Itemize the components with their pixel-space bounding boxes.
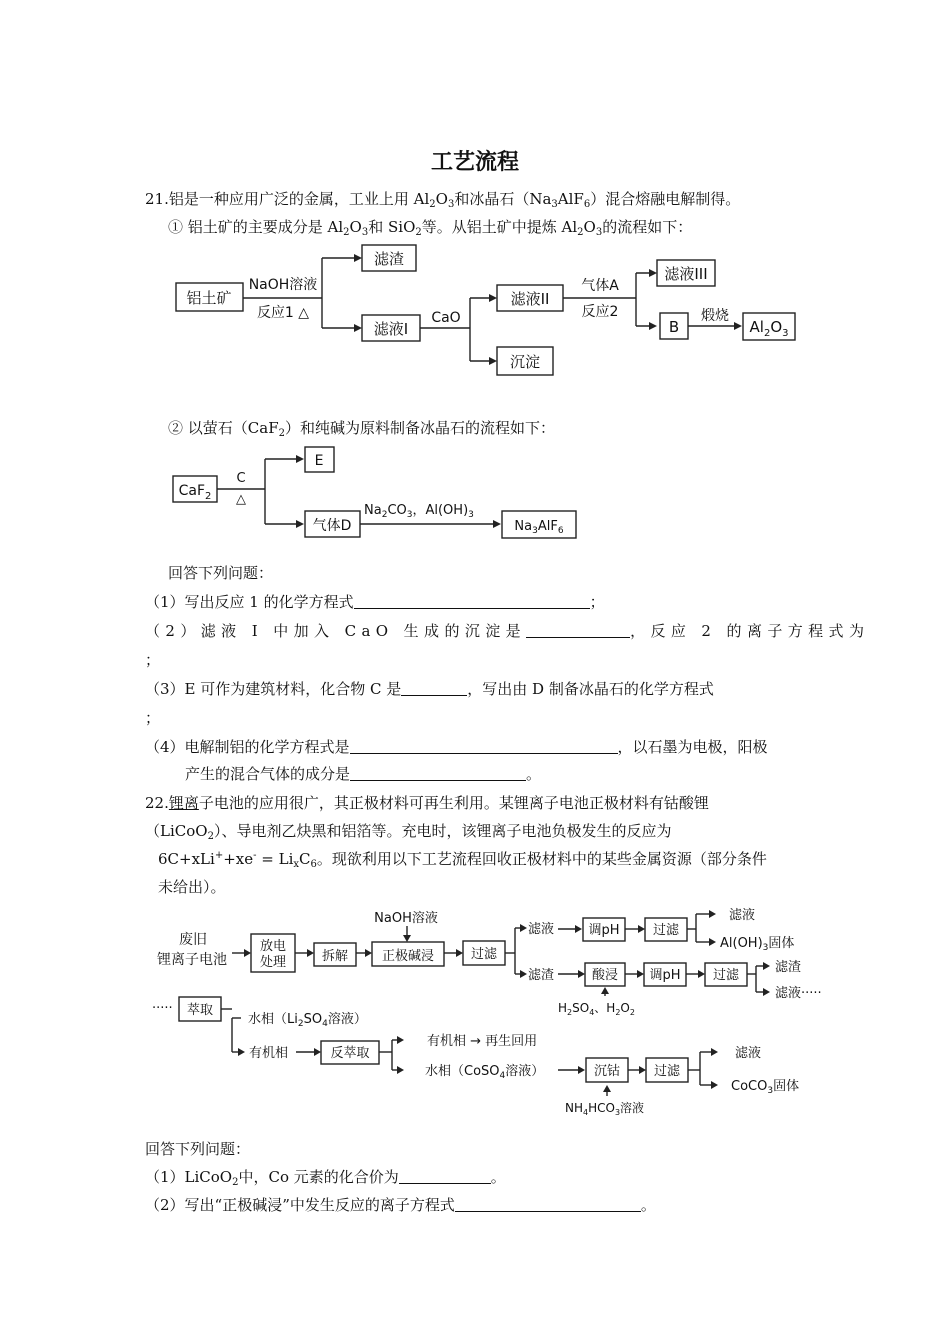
label-ore: 铝土矿 — [186, 289, 232, 307]
q21-sub3: （3）E 可作为建筑材料，化合物 C 是 ，写出由 D 制备冰晶石的化学方程式 — [145, 680, 714, 698]
label-naoh-solution: NaOH溶液 — [374, 911, 438, 926]
q22-ask: 回答下列问题： — [145, 1140, 251, 1158]
label-residue: 滤渣 — [373, 250, 405, 268]
label-precip: 沉淀 — [509, 353, 541, 371]
svg-text:滤液: 滤液 — [729, 908, 756, 923]
label-continue-in: ····· — [152, 1001, 173, 1016]
q21-sub2: （2）滤液 Ⅰ 中加入 CaO 生成的沉淀是 ，反应 2 的离子方程式为 — [145, 622, 870, 640]
label-waste1: 废旧 — [179, 932, 207, 948]
flow-diagram-battery — [0, 900, 950, 1125]
answer-blank[interactable] — [455, 1196, 641, 1212]
label-naoh: NaOH溶液 — [248, 277, 318, 293]
svg-text:沉钴: 沉钴 — [593, 1064, 621, 1079]
svg-text:正极碱浸: 正极碱浸 — [381, 949, 435, 964]
label-react2: 反应2 — [581, 304, 619, 320]
svg-text:过滤: 过滤 — [712, 968, 740, 983]
q21-sub4: （4）电解制铝的化学方程式是 ，以石墨为电极，阳极 — [145, 738, 768, 756]
label-li2so4: 水相（$Li_2SO_4$溶液） — [248, 1012, 367, 1029]
label-calcine: 煅烧 — [701, 308, 729, 324]
label-waste2: 锂离子电池 — [157, 952, 227, 968]
label-E: E — [314, 453, 324, 469]
label-reagents: $Na_2CO_3$，$Al(OH)_3$ — [364, 503, 474, 520]
svg-text:过滤: 过滤 — [652, 923, 680, 938]
q21-ask: 回答下列问题： — [168, 564, 274, 582]
q21-sub2-end: ； — [145, 651, 161, 669]
q21-sub3-end: ； — [145, 709, 161, 727]
svg-text:过滤: 过滤 — [470, 947, 498, 962]
label-reuse: 有机相 → 再生回用 — [427, 1034, 538, 1049]
q21-part1: ① 铝土矿的主要成分是 $Al_2O_3$和 SiO$_2$等。从铝土矿中提炼 $Al_2O_3$的流程如下： — [168, 218, 693, 238]
label-filtrate-continue: 滤液····· — [775, 986, 822, 1001]
answer-blank[interactable] — [399, 1168, 491, 1184]
svg-text:萃取: 萃取 — [186, 1003, 214, 1018]
answer-blank[interactable] — [354, 593, 590, 609]
label-filtrate1: 滤液I — [373, 320, 409, 338]
label-coco3: CoCO$_3$固体 — [731, 1079, 800, 1096]
svg-text:过滤: 过滤 — [653, 1064, 681, 1079]
label-h2so4-h2o2: $H_2SO_4$、$H_2O_2$ — [558, 1001, 635, 1017]
q22-line4: 未给出）。 — [158, 878, 226, 896]
label-al2o3: $Al_2O_3$ — [749, 318, 789, 339]
label-nh4hco3: $NH_4HCO_3$溶液 — [565, 1101, 645, 1117]
svg-text:滤液: 滤液 — [735, 1046, 762, 1061]
label-coso4: 水相（CoSO$_4$溶液） — [425, 1064, 545, 1081]
q22-sub1: （1）LiCoO$_2$中，Co 元素的化合价为 。 — [145, 1168, 506, 1188]
q22-line1: 22.锂离子电池的应用很广，其正极材料可再生利用。某锂离子电池正极材料有钴酸锂 — [145, 794, 709, 812]
flow-diagram-cryolite — [0, 440, 950, 545]
svg-text:滤液: 滤液 — [528, 922, 555, 937]
answer-blank[interactable] — [401, 680, 467, 696]
answer-blank[interactable] — [350, 738, 618, 754]
q21-part2: ② 以萤石（CaF$_2$）和纯碱为原料制备冰晶石的流程如下： — [168, 419, 555, 439]
answer-blank[interactable] — [526, 622, 630, 638]
svg-text:调pH: 调pH — [649, 968, 681, 983]
page-title: 工艺流程 — [430, 150, 519, 175]
q22-line3: $6C+xLi^++xe^- = Li_xC_6$。现欲利用以下工艺流程回收正极材料中的某些金属资源（部分条件 — [158, 850, 767, 870]
label-delta: △ — [236, 492, 246, 507]
q21-sub4-cont: 产生的混合气体的成分是 。 — [185, 765, 542, 783]
label-gasD: 气体D — [312, 518, 352, 534]
label-cao: CaO — [431, 310, 461, 326]
label-na3alf6: $Na_3AlF_6$ — [514, 519, 564, 536]
svg-text:处理: 处理 — [259, 955, 287, 970]
q22-line2: （LiCoO$_2$）、导电剂乙炔黑和铝箔等。充电时，该锂离子电池负极发生的反应为 — [145, 822, 672, 842]
svg-text:反萃取: 反萃取 — [330, 1046, 370, 1061]
label-caf2: CaF$_2$ — [178, 483, 212, 502]
label-B: B — [668, 318, 680, 336]
svg-text:有机相: 有机相 — [249, 1046, 289, 1061]
svg-text:酸浸: 酸浸 — [591, 968, 619, 983]
answer-blank[interactable] — [350, 765, 526, 781]
label-C: C — [236, 471, 246, 486]
svg-text:滤渣: 滤渣 — [528, 968, 555, 983]
label-gasA: 气体A — [581, 278, 619, 294]
svg-text:拆解: 拆解 — [321, 949, 349, 964]
q21-sub1: （1）写出反应 1 的化学方程式 ； — [145, 593, 605, 611]
flow-diagram-bauxite — [0, 240, 950, 390]
label-filtrate2: 滤液II — [510, 290, 550, 308]
svg-text:调pH: 调pH — [588, 923, 620, 938]
svg-text:滤渣: 滤渣 — [775, 960, 802, 975]
label-aloh3: $Al(OH)_3$固体 — [720, 936, 795, 953]
q22-sub2: （2）写出“正极碱浸”中发生反应的离子方程式 。 — [145, 1196, 656, 1214]
label-react1: 反应1 △ — [256, 305, 310, 321]
svg-text:放电: 放电 — [259, 939, 287, 954]
label-filtrate3: 滤液III — [664, 265, 708, 283]
q21-intro: 21.铝是一种应用广泛的金属，工业上用 $Al_2O_3$和冰晶石$(Na_3AlF_6)$混合熔融电解制得。 — [145, 190, 741, 210]
